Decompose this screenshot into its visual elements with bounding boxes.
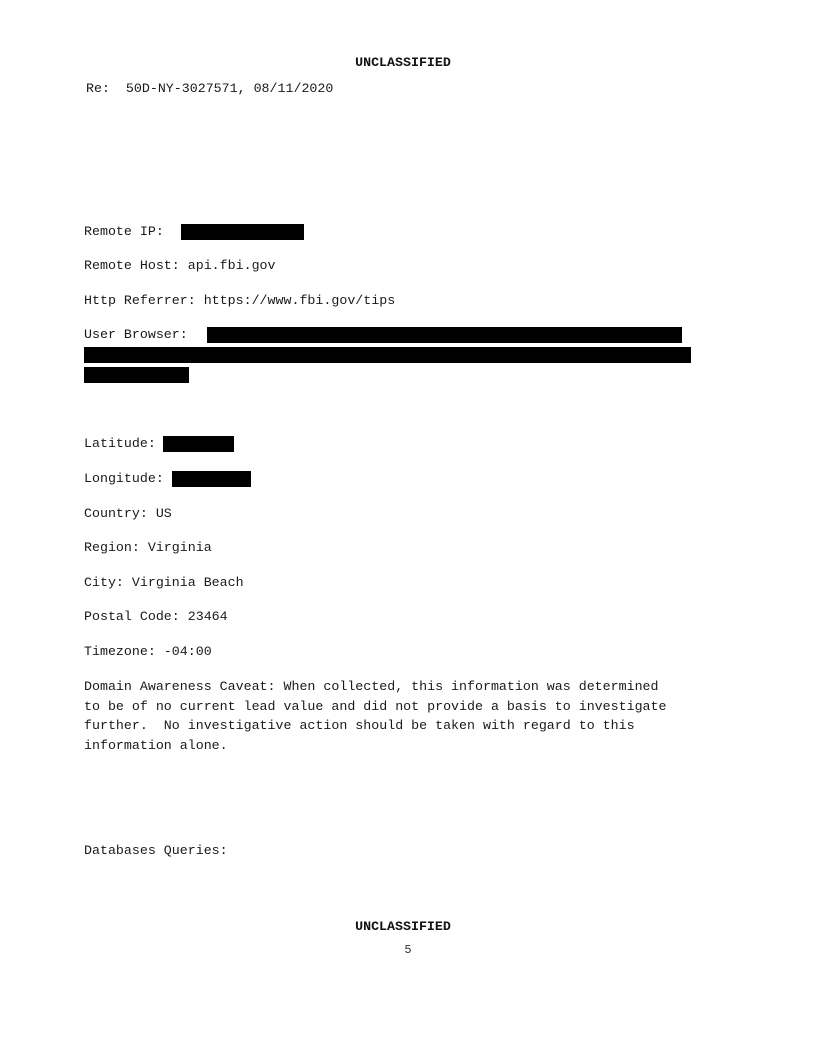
- caveat-line: to be of no current lead value and did not provide a basis to investigate: [84, 698, 667, 714]
- redaction-user-browser-line2: [84, 347, 691, 363]
- caveat-line: further. No investigative action should be taken with regard to this: [84, 718, 635, 733]
- redaction-user-browser-line1: [207, 327, 682, 343]
- postal-code: Postal Code: 23464: [84, 609, 228, 624]
- databases-queries-heading: Databases Queries:: [84, 843, 228, 858]
- remote-host: Remote Host: api.fbi.gov: [84, 258, 276, 273]
- redaction-user-browser-line3: [84, 367, 189, 383]
- city: City: Virginia Beach: [84, 575, 244, 590]
- longitude-label: Longitude:: [84, 471, 164, 486]
- http-referrer: Http Referrer: https://www.fbi.gov/tips: [84, 293, 396, 308]
- latitude-label: Latitude:: [84, 436, 156, 451]
- classification-footer: UNCLASSIFIED: [355, 919, 451, 934]
- domain-awareness-caveat: [84, 677, 744, 755]
- redaction-remote-ip: [181, 224, 304, 240]
- caveat-line: information alone.: [84, 737, 228, 753]
- remote-ip-label: Remote IP:: [84, 224, 164, 239]
- caveat-line: Domain Awareness Caveat: When collected, this information was determined: [84, 679, 659, 694]
- re-line: Re: 50D-NY-3027571, 08/11/2020: [86, 81, 334, 96]
- country: Country: US: [84, 506, 172, 521]
- redaction-latitude: [163, 436, 234, 452]
- region: Region: Virginia: [84, 540, 212, 555]
- classification-header: UNCLASSIFIED: [355, 55, 451, 70]
- user-browser-label: User Browser:: [84, 327, 188, 342]
- redaction-longitude: [172, 471, 251, 487]
- page-number: 5: [404, 943, 412, 957]
- timezone: Timezone: -04:00: [84, 644, 212, 659]
